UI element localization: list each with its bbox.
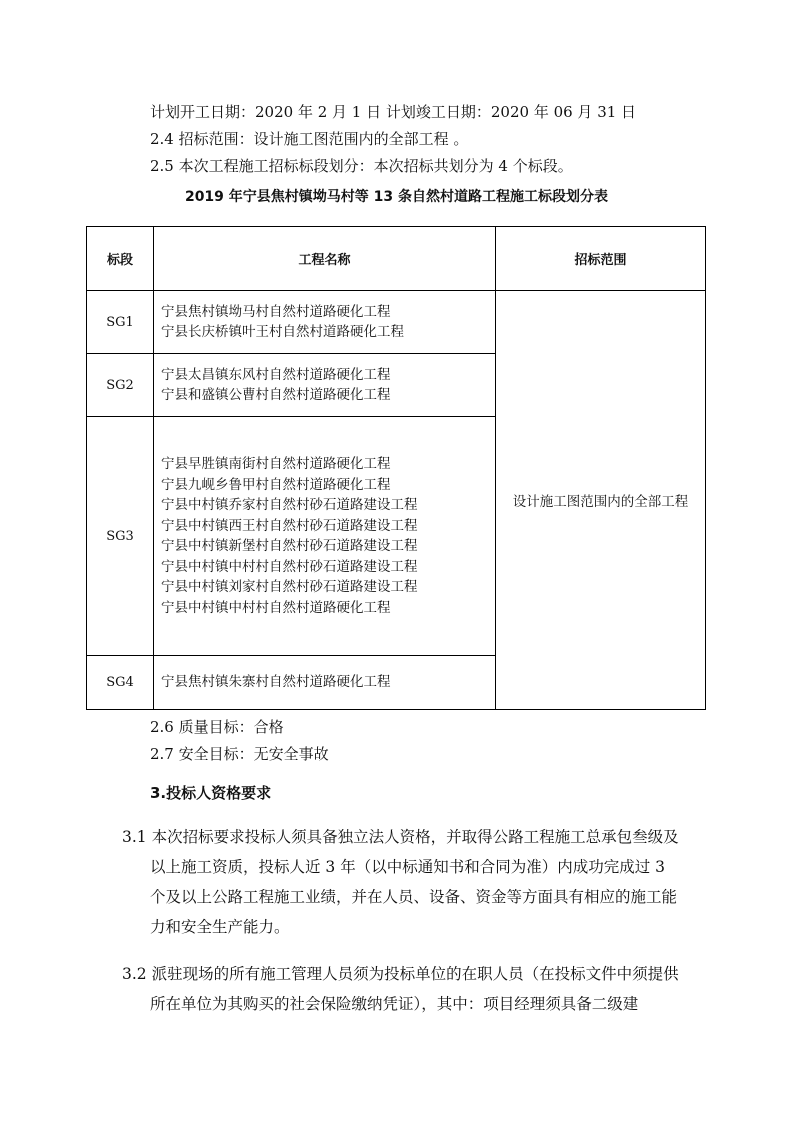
paragraph-3-2: 3.2 派驻现场的所有施工管理人员须为投标单位的在职人员（在投标文件中须提供所在单位为其购买的社会保险缴纳凭证），其中：项目经理须具备二级建 [122, 965, 679, 1013]
header-scope: 招标范围 [496, 227, 706, 291]
project-names [154, 656, 496, 710]
segment-division-line: 2.5 本次工程施工招标标段划分：本次招标共划分为 4 个标段。 [150, 157, 573, 175]
project-name: 宁县和盛镇公曹村自然村道路硬化工程 [161, 387, 391, 403]
project-name: 宁县中村镇乔家村自然村砂石道路建设工程 [161, 497, 418, 513]
date-line: 计划开工日期：2020 年 2 月 1 日 计划竣工日期：2020 年 06 月 31 日 [150, 103, 637, 121]
project-name: 宁县中村镇中村村自然村砂石道路建设工程 [161, 558, 418, 575]
header-segment: 标段 [87, 227, 154, 291]
project-names [154, 354, 496, 417]
segment-code: SG4 [87, 656, 154, 710]
project-names [154, 291, 496, 354]
project-names [154, 417, 496, 656]
section-heading: 3.投标人资格要求 [150, 784, 272, 802]
segment-table [86, 226, 706, 710]
segment-code: SG1 [87, 291, 154, 354]
quality-target-line: 2.6 质量目标：合格 [150, 718, 284, 736]
project-name: 宁县中村镇刘家村自然村砂石道路建设工程 [161, 579, 418, 595]
project-name: 宁县焦村镇朱寨村自然村道路硬化工程 [161, 674, 391, 691]
table-caption: 2019 年宁县焦村镇坳马村等 13 条自然村道路工程施工标段划分表 [184, 189, 609, 205]
table-header-row [87, 227, 706, 291]
project-name: 宁县中村镇西王村自然村砂石道路建设工程 [161, 517, 418, 534]
safety-target-line: 2.7 安全目标：无安全事故 [150, 745, 329, 763]
paragraph-3-1: 3.1 本次招标要求投标人须具备独立法人资格，并取得公路工程施工总承包叁级及以上施工资质，投标人近 3 年（以中标通知书和合同为准）内成功完成过 3 个及以上公路工程施工业绩，并在人员、设备、资金等方面具有相应的施工能力和安全生产能力。 [122, 828, 679, 936]
project-name: 宁县早胜镇南街村自然村道路硬化工程 [161, 456, 391, 472]
project-name: 宁县中村镇中村村自然村道路硬化工程 [161, 599, 391, 616]
segment-code: SG3 [87, 417, 154, 656]
scope-line: 2.4 招标范围：设计施工图范围内的全部工程 。 [150, 130, 469, 148]
scope-cell: 设计施工图范围内的全部工程 [496, 291, 706, 710]
project-name: 宁县长庆桥镇叶王村自然村道路硬化工程 [161, 324, 404, 340]
project-name: 宁县中村镇新堡村自然村砂石道路建设工程 [161, 538, 418, 554]
project-name: 宁县九岘乡鲁甲村自然村道路硬化工程 [161, 476, 391, 493]
header-project-name: 工程名称 [154, 227, 496, 291]
table-row [87, 291, 706, 354]
project-name: 宁县太昌镇东风村自然村道路硬化工程 [161, 366, 391, 383]
segment-code: SG2 [87, 354, 154, 417]
project-name: 宁县焦村镇坳马村自然村道路硬化工程 [161, 303, 391, 320]
